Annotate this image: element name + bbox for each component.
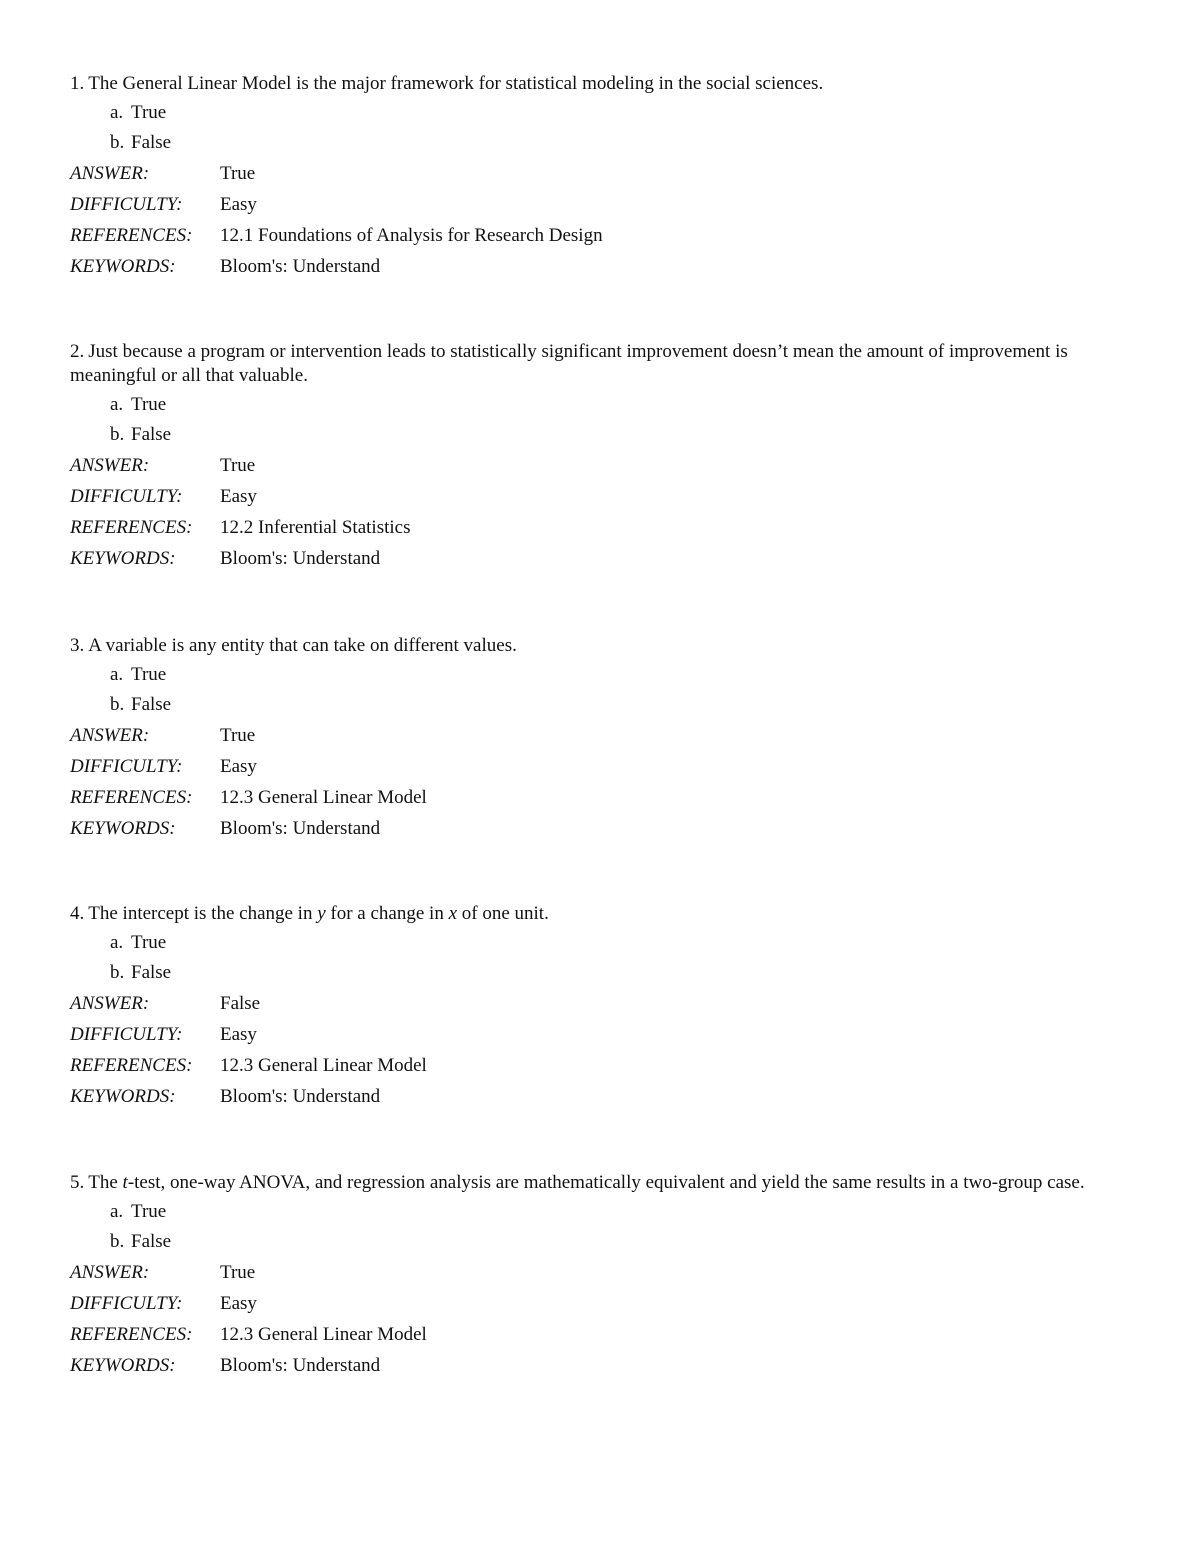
- question-number: 5.: [70, 1172, 85, 1193]
- option-b: b. False: [110, 1231, 172, 1252]
- references-row: REFERENCES: 12.3 General Linear Model: [70, 1050, 1140, 1081]
- answer-value: True: [220, 725, 256, 746]
- options-list: [110, 928, 1140, 988]
- difficulty-row: DIFFICULTY: Easy: [70, 1288, 1140, 1319]
- answer-row: ANSWER: True: [70, 1257, 1140, 1288]
- question-number: 3.: [70, 635, 85, 656]
- question-3: [70, 634, 1140, 844]
- question-meta: [70, 720, 1140, 844]
- keywords-row: KEYWORDS: Bloom's: Understand: [70, 813, 1140, 844]
- question-4: [70, 902, 1140, 1112]
- references-row: REFERENCES: 12.3 General Linear Model: [70, 782, 1140, 813]
- answer-row: ANSWER: True: [70, 720, 1140, 751]
- keywords-value: Bloom's: Understand: [220, 548, 381, 569]
- answer-row: ANSWER: True: [70, 158, 1140, 189]
- question-2: [70, 340, 1140, 574]
- answer-value: True: [220, 163, 256, 184]
- references-row: REFERENCES: 12.1 Foundations of Analysis for Research Design: [70, 220, 1140, 251]
- variable-t: t: [122, 1172, 128, 1193]
- keywords-row: KEYWORDS: Bloom's: Understand: [70, 251, 1140, 282]
- option-a: a. True: [110, 102, 167, 123]
- keywords-row: KEYWORDS: Bloom's: Understand: [70, 543, 1140, 574]
- question-1: [70, 72, 1140, 282]
- keywords-value: Bloom's: Understand: [220, 1355, 381, 1376]
- references-value: 12.3 General Linear Model: [220, 787, 427, 808]
- references-value: 12.3 General Linear Model: [220, 1055, 427, 1076]
- keywords-value: Bloom's: Understand: [220, 818, 381, 839]
- keywords-value: Bloom's: Understand: [220, 256, 381, 277]
- answer-value: True: [220, 455, 256, 476]
- question-stem: 4. The intercept is the change in y for a change in x of one unit.: [70, 903, 549, 924]
- question-number: 4.: [70, 903, 85, 924]
- references-value: 12.2 Inferential Statistics: [220, 517, 411, 538]
- references-value: 12.3 General Linear Model: [220, 1324, 427, 1345]
- option-b: b. False: [110, 694, 172, 715]
- difficulty-row: DIFFICULTY: Easy: [70, 1019, 1140, 1050]
- options-list: [110, 660, 1140, 720]
- difficulty-row: DIFFICULTY: Easy: [70, 189, 1140, 220]
- question-stem: [70, 72, 1140, 96]
- question-stem: [70, 340, 1140, 388]
- question-number: 2.: [70, 341, 85, 362]
- options-list: [110, 390, 1140, 450]
- difficulty-value: Easy: [220, 1024, 257, 1045]
- question-meta: [70, 450, 1140, 574]
- answer-row: ANSWER: True: [70, 450, 1140, 481]
- references-row: REFERENCES: 12.2 Inferential Statistics: [70, 512, 1140, 543]
- answer-value: True: [220, 1262, 256, 1283]
- option-a: a. True: [110, 1201, 167, 1222]
- options-list: [110, 98, 1140, 158]
- difficulty-row: DIFFICULTY: Easy: [70, 481, 1140, 512]
- question-meta: [70, 988, 1140, 1112]
- option-b: b. False: [110, 132, 172, 153]
- option-a: a. True: [110, 394, 167, 415]
- references-value: 12.1 Foundations of Analysis for Research Design: [220, 225, 603, 246]
- difficulty-value: Easy: [220, 194, 257, 215]
- option-a: a. True: [110, 932, 167, 953]
- references-row: REFERENCES: 12.3 General Linear Model: [70, 1319, 1140, 1350]
- question-number: 1.: [70, 73, 85, 94]
- variable-y: y: [317, 903, 326, 924]
- question-meta: [70, 1257, 1140, 1381]
- options-list: [110, 1197, 1140, 1257]
- question-stem: [70, 634, 1140, 658]
- question-text: The General Linear Model is the major framework for statistical modeling in the social sciences.: [88, 73, 824, 94]
- difficulty-row: DIFFICULTY: Easy: [70, 751, 1140, 782]
- answer-value: False: [220, 993, 261, 1014]
- difficulty-value: Easy: [220, 1293, 257, 1314]
- question-5: [70, 1171, 1140, 1381]
- question-stem: 5. The t-test, one-way ANOVA, and regression analysis are mathematically equivalent and yield the same results in a two-group case.: [70, 1172, 1085, 1193]
- question-meta: [70, 158, 1140, 282]
- difficulty-value: Easy: [220, 756, 257, 777]
- option-b: b. False: [110, 424, 172, 445]
- question-text: A variable is any entity that can take on different values.: [88, 635, 517, 656]
- difficulty-value: Easy: [220, 486, 257, 507]
- keywords-row: KEYWORDS: Bloom's: Understand: [70, 1081, 1140, 1112]
- keywords-row: KEYWORDS: Bloom's: Understand: [70, 1350, 1140, 1381]
- variable-x: x: [448, 903, 458, 924]
- keywords-value: Bloom's: Understand: [220, 1086, 381, 1107]
- question-text: Just because a program or intervention leads to statistically significant improvement doesn’t mean the amount of improvement is meaningful or all that valuable.: [70, 341, 1068, 386]
- option-a: a. True: [110, 664, 167, 685]
- answer-row: ANSWER: False: [70, 988, 1140, 1019]
- option-b: b. False: [110, 962, 172, 983]
